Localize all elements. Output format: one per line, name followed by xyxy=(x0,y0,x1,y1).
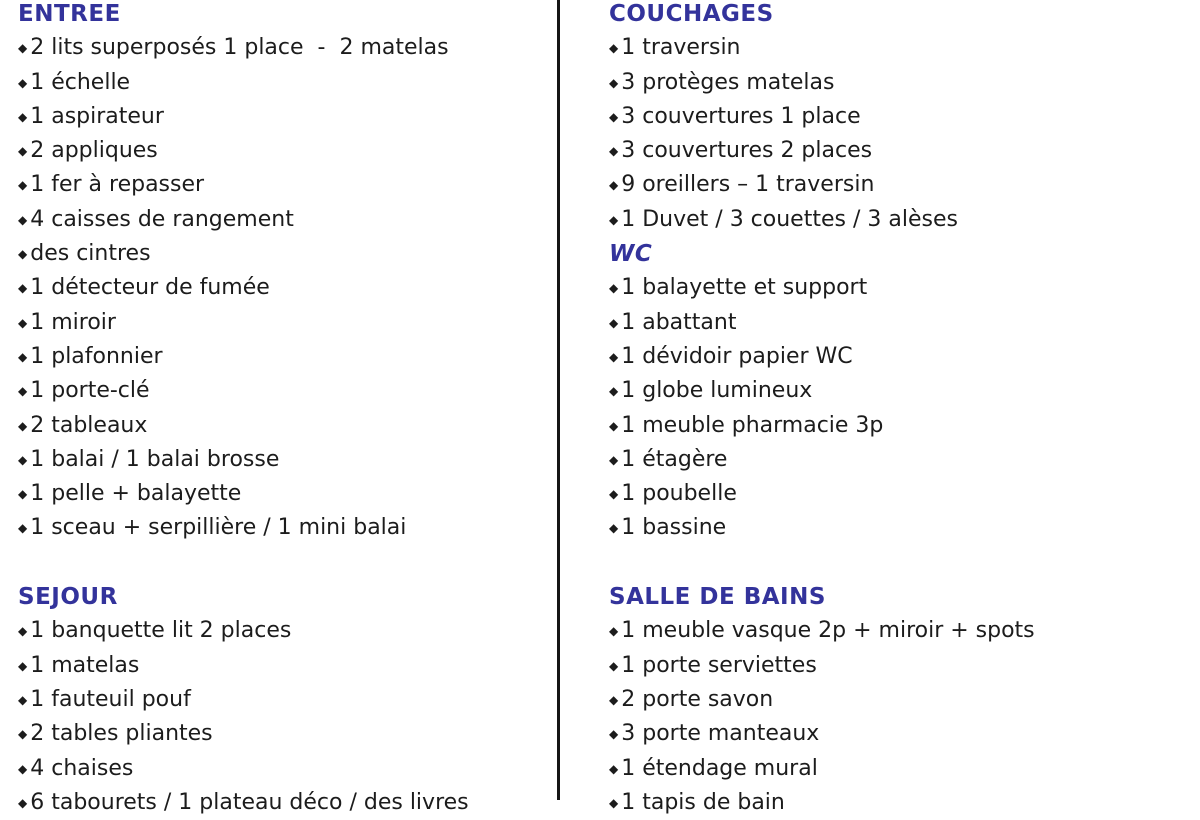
diamond-bullet-icon: ◆ xyxy=(609,624,619,639)
diamond-bullet-icon: ◆ xyxy=(609,315,619,330)
list-item-label: 1 Duvet / 3 couettes / 3 alèses xyxy=(621,206,958,232)
list-item xyxy=(609,683,1194,717)
list-item xyxy=(18,374,553,408)
diamond-bullet-icon: ◆ xyxy=(609,41,619,56)
list-item-label: 1 pelle + balayette xyxy=(30,481,242,507)
list-item xyxy=(609,614,1194,648)
diamond-bullet-icon: ◆ xyxy=(18,452,28,467)
list-item-label: 1 fauteuil pouf xyxy=(30,686,191,712)
list-item-label: 1 échelle xyxy=(30,69,131,95)
list-item xyxy=(609,443,1194,477)
diamond-bullet-icon: ◆ xyxy=(609,212,619,227)
diamond-bullet-icon: ◆ xyxy=(609,384,619,399)
list-item xyxy=(18,237,553,271)
list-item xyxy=(609,271,1194,305)
list-item xyxy=(18,752,553,786)
diamond-bullet-icon: ◆ xyxy=(609,521,619,536)
list-item-label: 1 bassine xyxy=(621,515,727,541)
diamond-bullet-icon: ◆ xyxy=(18,521,28,536)
diamond-bullet-icon: ◆ xyxy=(18,247,28,262)
diamond-bullet-icon: ◆ xyxy=(609,692,619,707)
section-title: COUCHAGES xyxy=(609,1,774,27)
diamond-bullet-icon: ◆ xyxy=(609,178,619,193)
list-item-label: 1 traversin xyxy=(621,35,741,61)
list-item xyxy=(609,511,1194,545)
blank-line xyxy=(18,546,553,580)
list-item-label: 1 porte-clé xyxy=(30,378,150,404)
section-title: WC xyxy=(609,241,653,268)
diamond-bullet-icon: ◆ xyxy=(609,658,619,673)
list-item xyxy=(18,306,553,340)
list-item xyxy=(18,31,553,65)
section-title: SALLE DE BAINS xyxy=(609,584,826,611)
list-item xyxy=(609,66,1194,100)
list-item-label: 1 aspirateur xyxy=(30,103,164,129)
list-item xyxy=(18,511,553,545)
list-item-label: 1 poubelle xyxy=(621,481,737,507)
diamond-bullet-icon: ◆ xyxy=(18,315,28,330)
inventory-column-right xyxy=(609,0,1194,820)
list-item xyxy=(18,271,553,305)
list-item xyxy=(609,134,1194,168)
diamond-bullet-icon: ◆ xyxy=(609,727,619,742)
list-item xyxy=(18,168,553,202)
diamond-bullet-icon: ◆ xyxy=(609,418,619,433)
list-item xyxy=(609,340,1194,374)
list-item xyxy=(18,786,553,820)
section-title: SEJOUR xyxy=(18,584,118,611)
list-item xyxy=(609,649,1194,683)
list-item-label: 4 chaises xyxy=(30,755,134,781)
list-item xyxy=(609,409,1194,443)
diamond-bullet-icon: ◆ xyxy=(18,795,28,810)
list-item xyxy=(609,31,1194,65)
list-item xyxy=(18,203,553,237)
list-item xyxy=(609,786,1194,820)
list-item-label: 3 couvertures 2 places xyxy=(621,138,873,164)
diamond-bullet-icon: ◆ xyxy=(18,41,28,56)
diamond-bullet-icon: ◆ xyxy=(609,144,619,159)
list-item-label: 2 lits superposés 1 place - 2 matelas xyxy=(30,35,449,61)
column-divider-rule xyxy=(557,0,560,800)
diamond-bullet-icon: ◆ xyxy=(18,281,28,296)
diamond-bullet-icon: ◆ xyxy=(18,384,28,399)
list-item-label: 1 meuble vasque 2p + miroir + spots xyxy=(621,618,1035,644)
blank-line xyxy=(609,546,1194,580)
list-item xyxy=(609,203,1194,237)
list-item xyxy=(609,168,1194,202)
list-item-label: 1 balayette et support xyxy=(621,275,868,301)
diamond-bullet-icon: ◆ xyxy=(18,727,28,742)
list-item xyxy=(18,134,553,168)
list-item-label: 1 plafonnier xyxy=(30,343,163,369)
diamond-bullet-icon: ◆ xyxy=(18,487,28,502)
list-item-label: 1 porte serviettes xyxy=(621,652,817,678)
list-item-label: 1 globe lumineux xyxy=(621,378,813,404)
diamond-bullet-icon: ◆ xyxy=(609,349,619,364)
list-item-label: 1 matelas xyxy=(30,652,140,678)
list-item xyxy=(18,66,553,100)
list-item-label: 2 appliques xyxy=(30,138,158,164)
diamond-bullet-icon: ◆ xyxy=(18,658,28,673)
list-item xyxy=(18,340,553,374)
list-item xyxy=(609,100,1194,134)
list-item xyxy=(609,477,1194,511)
diamond-bullet-icon: ◆ xyxy=(609,75,619,90)
diamond-bullet-icon: ◆ xyxy=(18,212,28,227)
list-item-label: 1 sceau + serpillière / 1 mini balai xyxy=(30,515,407,541)
list-item-label: 6 tabourets / 1 plateau déco / des livres xyxy=(30,789,469,815)
diamond-bullet-icon: ◆ xyxy=(609,487,619,502)
diamond-bullet-icon: ◆ xyxy=(18,349,28,364)
list-item-label: 1 abattant xyxy=(621,309,737,335)
diamond-bullet-icon: ◆ xyxy=(18,761,28,776)
section-title: ENTREE xyxy=(18,1,121,27)
list-item-label: 4 caisses de rangement xyxy=(30,206,294,232)
list-item-label: 1 étagère xyxy=(621,446,728,472)
list-item-label: 1 étendage mural xyxy=(621,755,818,781)
list-item xyxy=(609,306,1194,340)
list-item xyxy=(18,409,553,443)
diamond-bullet-icon: ◆ xyxy=(18,692,28,707)
list-item-label: 1 fer à repasser xyxy=(30,172,205,198)
diamond-bullet-icon: ◆ xyxy=(609,795,619,810)
diamond-bullet-icon: ◆ xyxy=(18,144,28,159)
list-item-label: 1 banquette lit 2 places xyxy=(30,618,292,644)
list-item-label: 1 tapis de bain xyxy=(621,789,785,815)
list-item xyxy=(18,477,553,511)
diamond-bullet-icon: ◆ xyxy=(609,761,619,776)
diamond-bullet-icon: ◆ xyxy=(18,418,28,433)
list-item-label: des cintres xyxy=(30,241,151,267)
list-item-label: 2 porte savon xyxy=(621,686,774,712)
list-item-label: 9 oreillers – 1 traversin xyxy=(621,172,875,198)
list-item-label: 3 protèges matelas xyxy=(621,69,835,95)
list-item xyxy=(18,443,553,477)
list-item xyxy=(18,649,553,683)
list-item-label: 1 dévidoir papier WC xyxy=(621,343,853,369)
list-item-label: 1 miroir xyxy=(30,309,116,335)
diamond-bullet-icon: ◆ xyxy=(18,109,28,124)
list-item xyxy=(18,683,553,717)
list-item xyxy=(609,374,1194,408)
diamond-bullet-icon: ◆ xyxy=(609,109,619,124)
list-item xyxy=(609,752,1194,786)
list-item-label: 2 tableaux xyxy=(30,412,148,438)
list-item-label: 1 détecteur de fumée xyxy=(30,275,270,301)
list-item-label: 3 couvertures 1 place xyxy=(621,103,861,129)
diamond-bullet-icon: ◆ xyxy=(18,75,28,90)
list-item-label: 3 porte manteaux xyxy=(621,721,820,747)
list-item xyxy=(18,614,553,648)
diamond-bullet-icon: ◆ xyxy=(609,281,619,296)
list-item xyxy=(18,717,553,751)
list-item-label: 1 meuble pharmacie 3p xyxy=(621,412,884,438)
diamond-bullet-icon: ◆ xyxy=(18,624,28,639)
diamond-bullet-icon: ◆ xyxy=(609,452,619,467)
diamond-bullet-icon: ◆ xyxy=(18,178,28,193)
list-item-label: 2 tables pliantes xyxy=(30,721,213,747)
list-item xyxy=(609,717,1194,751)
inventory-column-left xyxy=(18,0,553,820)
list-item xyxy=(18,100,553,134)
list-item-label: 1 balai / 1 balai brosse xyxy=(30,446,280,472)
